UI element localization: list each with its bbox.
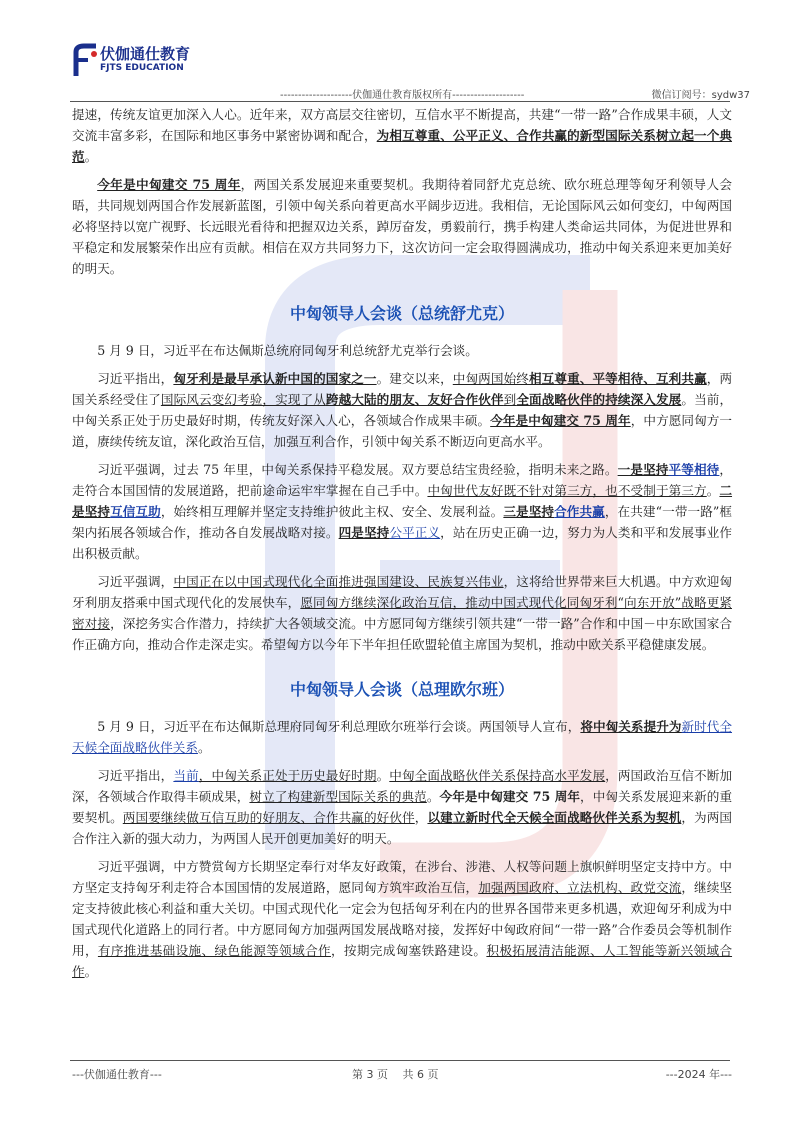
text-run: ，始终相互理解并坚定支持维护彼此主权、安全、发展利益。: [160, 504, 504, 519]
text-run: ，继续坚定支持彼此核心利益和重大关切。中国式现代化一定会为包括匈牙利在内的世界各国带来更多机遇，欢迎匈牙利成为中国式现代化道路上的同行者。中方愿同匈方加强两国发展战略对接，发挥好中匈政府间“一带一路”合作委员会等机制作用，: [72, 880, 733, 958]
paragraph: [72, 571, 732, 655]
underlined-text: 到: [503, 392, 517, 407]
text-run: ，深挖务实合作潜力，持续扩大各领域交流。中方愿同匈方继续引领共建“一带一路”合作和中国－中东欧国家合作正确方向，推动合作走深走实。希望匈方以今年下半年担任欧盟轮值主席国为契机，推动中欧关系平稳健康发展。: [72, 616, 732, 652]
logo-text-cn: 伏伽通仕教育: [100, 45, 191, 63]
section-heading: 中匈领导人会谈（总统舒尤克）: [289, 304, 514, 323]
paragraph: 5 月 9 日，习近平在布达佩斯总统府同匈牙利总统舒尤克举行会谈。: [97, 343, 478, 358]
text-run: 习近平强调，: [97, 574, 174, 589]
section-heading: 中匈领导人会谈（总理欧尔班）: [289, 680, 514, 699]
highlight-text: 三是坚持: [503, 504, 555, 519]
text-run: ，这将给世界带来巨大机遇。中方欢迎匈牙利朋友搭乘中国式现代化的发展快车，: [72, 574, 733, 610]
text-run: ，站在历史正确一边，努力为人类和平和发展事业作出积极贡献。: [72, 525, 733, 561]
highlight-text: 今年是中匈建交 75 周年: [490, 413, 631, 428]
logo-mark-icon: [70, 42, 100, 78]
wechat-account: 微信订阅号：sydw37: [651, 90, 750, 101]
highlight-text: 四是坚持: [338, 525, 390, 540]
text-run: 。建交以来，: [376, 371, 453, 386]
underlined-text: 国际风云变幻考验，实现了从: [160, 392, 326, 407]
text-run: 。: [706, 483, 720, 498]
paragraph: [72, 104, 732, 167]
text-run: ，两国关系发展迎来重要契机。我期待着同舒尤克总统、欧尔班总理等匈牙利领导人会晤，共同规划两国合作发展新蓝图，引领中匈关系向着更高水平阔步迈进。我相信，无论国际风云如何变幻，中匈两国必将坚持以宽广视野、长远眼光看待和把握双边关系，踔厉奋发，勇毅前行，携手构建人类命运共同体，为促进世界和平稳定和发展繁荣作出应有贡献。相信在双方共同努力下，这次访问一定会取得圆满成功，推动中匈关系迎来更加美好的明天。: [72, 177, 733, 276]
text-run: 。: [84, 149, 98, 164]
highlight-text: 新时代全天候全面战略伙伴关系: [72, 719, 733, 755]
highlight-text: 二是坚持: [72, 483, 733, 519]
highlight-text: 跨越大陆的朋友、友好合作伙伴: [325, 392, 504, 407]
paragraph: [72, 856, 732, 982]
text-run: ，按期完成匈塞铁路建设。: [330, 943, 487, 958]
footer-right: ---2024 年---: [665, 1068, 732, 1081]
text-run: ，在共建“一带一路”框架内拓展各领域合作，推动各自发展战略对接。: [72, 504, 733, 540]
underlined-text: 有序推进基础设施、绿色能源等领域合作: [97, 943, 331, 958]
text-run: ，走符合本国国情的发展道路，把前途命运牢牢掌握在自己手中。: [72, 462, 732, 498]
highlight-text: 今年是中匈建交 75 周年: [97, 177, 241, 192]
text-run: 。: [426, 789, 440, 804]
highlight-text: 互信互助: [110, 504, 161, 519]
text-run: ，为两国合作注入新的强大动力，为两国人民开创更加美好的明天。: [72, 810, 733, 846]
highlight-text: 平等相待: [668, 462, 720, 477]
underlined-text: 中国正在以中国式现代化全面推进强国建设、民族复兴伟业: [173, 574, 504, 589]
underlined-text: 加强两国政府、立法机构、政党交流: [478, 880, 682, 895]
text-run: 5 月 9 日，习近平在布达佩斯总理府同匈牙利总理欧尔班举行会谈。两国领导人宣布，: [97, 719, 581, 734]
logo-text-en: FJTS EDUCATION: [100, 63, 184, 73]
text-run: 习近平指出，: [97, 371, 174, 386]
highlight-text: 以建立新时代全天候全面战略伙伴关系为契机: [427, 810, 682, 825]
paragraph: [72, 174, 732, 279]
text-run: 。当前，中匈关系正处于历史最好时期，传统友好深入人心，各领域合作成果丰硕。: [72, 392, 733, 428]
highlight-text: 相互尊重、平等相待、互利共赢: [528, 371, 707, 386]
text-run: ，: [414, 810, 428, 825]
paragraph: [72, 765, 732, 849]
bold-text: 今年是中匈建交 75 周年: [439, 789, 581, 804]
highlight-text: 一是坚持: [617, 462, 669, 477]
underlined-text: 中匈世代友好既不针对第三方，也不受制于第三方: [427, 483, 707, 498]
underlined-text: 当前: [173, 768, 199, 783]
highlight-text: 为相互尊重、公平正义、合作共赢的新型国际关系树立起一个典范: [72, 128, 733, 164]
underlined-text: 愿同匈方继续深化政治互信，推动中国式现代化同匈牙利“向东开放”战略更紧密对接: [72, 595, 732, 631]
text-run: 提速，传统友谊更加深入人心。近年来，双方高层交往密切，互信水平不断提高，共建“一带一路”合作成果丰硕，人文交流丰富多彩，在国际和地区事务中紧密协调和配合，: [72, 107, 732, 143]
footer-left: ---伏伽通仕教育---: [72, 1068, 162, 1081]
highlight-text: 公平正义: [389, 525, 441, 540]
page-number: 第 3 页 共 6 页: [352, 1068, 439, 1081]
highlight-text: 全面战略伙伴的持续深入发展: [516, 392, 682, 407]
underlined-text: 积极拓展清洁能源、人工智能等新兴领域合作: [72, 943, 733, 979]
underlined-text: 两国要继续做互信互助的好朋友、合作共赢的好伙伴: [122, 810, 415, 825]
text-run: 习近平强调，中方赞赏匈方长期坚定奉行对华友好政策，在涉台、涉港、人权等问题上旗帜鲜明坚定支持中方。中方坚定支持匈牙利走符合本国国情的发展道路，愿同匈方筑牢政治互信，: [72, 859, 732, 895]
text-run: 习近平指出，: [97, 768, 174, 783]
text-run: ，两国政治互信不断加深，各领域合作取得丰硕成果，: [72, 768, 733, 804]
paragraph: [72, 716, 732, 758]
underlined-text: 中匈两国始终: [452, 371, 529, 386]
underlined-text: 中匈全面战略伙伴关系保持高水平发展: [389, 768, 606, 783]
text-run: ，两国关系经受住了: [72, 371, 733, 407]
article-body: [72, 104, 732, 989]
highlight-text: 合作共赢: [554, 504, 605, 519]
text-run: ，中匈关系发展迎来新的重要契机。: [72, 789, 733, 825]
text-run: 。: [197, 740, 211, 755]
footer-divider: [70, 1060, 730, 1061]
underlined-text: ，中匈关系正处于历史最好时期: [198, 768, 377, 783]
text-run: 。: [376, 768, 390, 783]
text-run: 。: [84, 964, 98, 979]
header-divider: [70, 101, 730, 102]
paragraph: [72, 459, 732, 564]
copyright-notice: --------------------伏伽通仕教育版权所有--------------------: [280, 90, 525, 101]
highlight-text: 将中匈关系提升为: [580, 719, 682, 734]
underlined-text: 树立了构建新型国际关系的典范: [249, 789, 427, 804]
text-run: 习近平强调，过去 75 年里，中匈关系保持平稳发展。双方要总结宝贵经验，指明未来之路。: [97, 462, 618, 477]
text-run: ，中方愿同匈方一道，赓续传统友谊，深化政治互信，加强互利合作，引领中匈关系不断迈向更高水平。: [72, 413, 733, 449]
page-header: [40, 40, 760, 101]
logo: [70, 42, 190, 78]
highlight-text: 匈牙利是最早承认新中国的国家之一: [173, 371, 377, 386]
paragraph: [72, 368, 732, 452]
